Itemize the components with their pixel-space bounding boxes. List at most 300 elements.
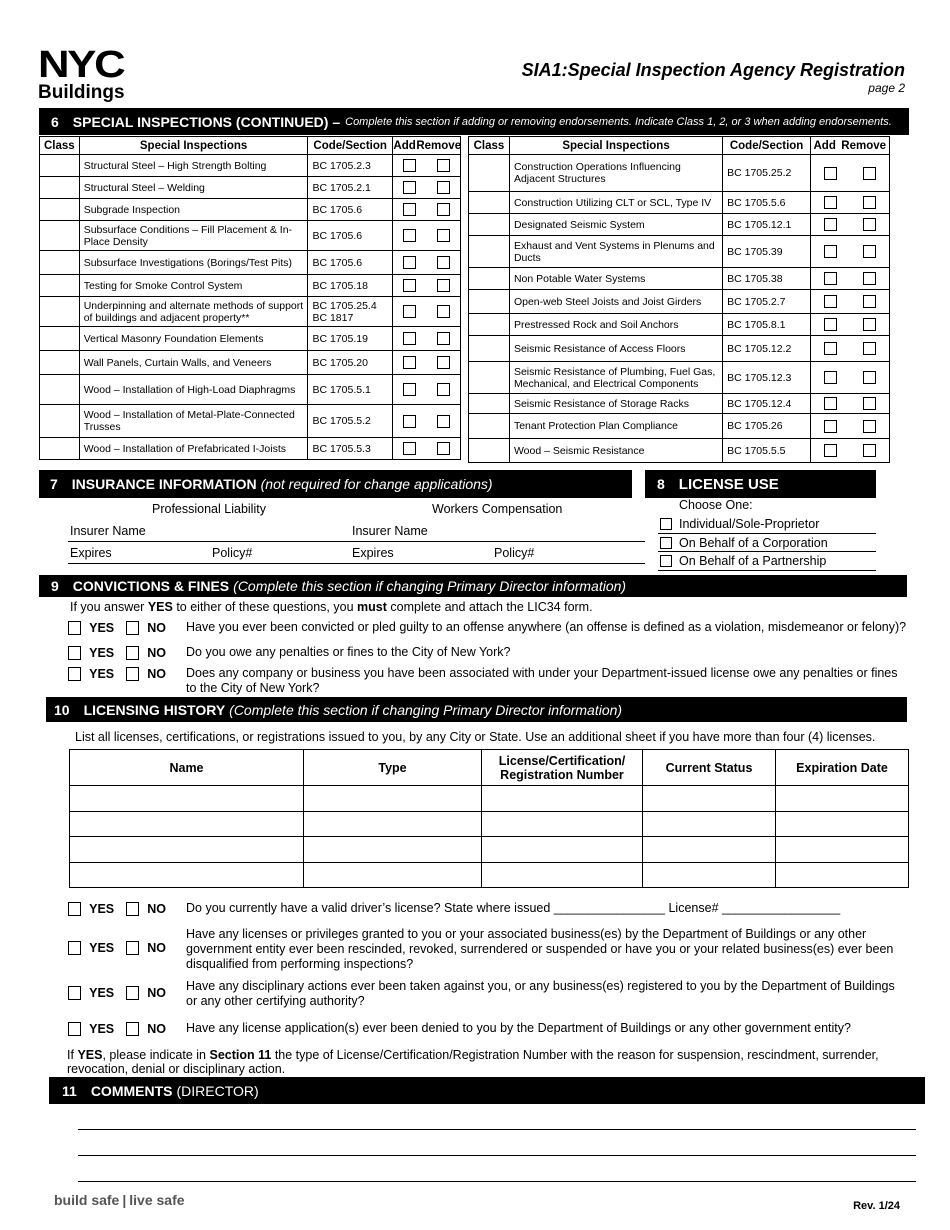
column-header: Special Inspections [509, 137, 722, 155]
inspection-name: Subgrade Inspection [79, 199, 308, 221]
remove-checkbox[interactable] [863, 420, 876, 433]
conviction-question [68, 620, 908, 635]
add-remove-cell [811, 394, 890, 414]
table-cell[interactable] [643, 811, 776, 837]
section-6-header [39, 108, 909, 135]
column-header: Special Inspections [79, 137, 308, 155]
divider [658, 533, 876, 534]
inspection-name: Wood – Installation of Metal-Plate-Connected Trusses [79, 405, 308, 438]
page-title: SIA1:Special Inspection Agency Registration [521, 60, 905, 80]
class-cell[interactable] [469, 362, 510, 394]
code-section: BC 1705.12.1 [723, 214, 811, 236]
inspection-name: Underpinning and alternate methods of support of buildings and adjacent property** [79, 297, 308, 327]
class-cell[interactable] [469, 414, 510, 439]
add-remove-cell [811, 155, 890, 192]
remove-checkbox[interactable] [863, 444, 876, 457]
inspection-name: Vertical Masonry Foundation Elements [79, 327, 308, 351]
license-use-option[interactable]: On Behalf of a Corporation [660, 536, 828, 550]
class-cell[interactable] [469, 236, 510, 268]
table-row [70, 811, 909, 837]
add-remove-cell [811, 192, 890, 214]
yes-checkbox[interactable] [68, 902, 81, 916]
no-checkbox[interactable] [126, 646, 139, 660]
add-remove-cell [811, 214, 890, 236]
table-row [40, 327, 461, 351]
inspection-name: Open-web Steel Joists and Joist Girders [509, 290, 722, 314]
code-section: BC 1705.19 [308, 327, 392, 351]
add-checkbox[interactable] [403, 279, 416, 292]
yes-label: YES [89, 1022, 115, 1036]
table-row [70, 862, 909, 888]
table-cell[interactable] [70, 862, 304, 888]
question-text: Does any company or business you have been associated with under your Department-issued license owe any penalties or fines to the City of New York? [186, 666, 898, 695]
table-row [40, 199, 461, 221]
table-row [469, 214, 890, 236]
no-label: NO [147, 621, 166, 635]
no-checkbox[interactable] [126, 1022, 139, 1036]
class-cell[interactable] [40, 405, 80, 438]
table-cell[interactable] [304, 811, 482, 837]
table-cell[interactable] [70, 786, 304, 812]
add-remove-cell [392, 375, 460, 405]
inspection-name: Structural Steel – Welding [79, 177, 308, 199]
column-header: Name [70, 750, 304, 786]
remove-checkbox[interactable] [863, 196, 876, 209]
insurer-name-label: Insurer Name [70, 524, 146, 538]
column-header: Code/Section [723, 137, 811, 155]
section-title: LICENSE USE [678, 475, 779, 493]
remove-checkbox[interactable] [863, 371, 876, 384]
no-label: NO [147, 667, 166, 681]
no-checkbox[interactable] [126, 941, 139, 955]
yes-checkbox[interactable] [68, 1022, 81, 1036]
class-cell[interactable] [469, 155, 510, 192]
column-header: Code/Section [308, 137, 392, 155]
class-cell[interactable] [469, 192, 510, 214]
no-label: NO [147, 646, 166, 660]
section-11-header [49, 1077, 925, 1104]
inspection-name: Designated Seismic System [509, 214, 722, 236]
inspection-name: Subsurface Conditions – Fill Placement & In-Place Density [79, 221, 308, 251]
section-number: 11 [62, 1082, 77, 1099]
section-10-intro: List all licenses, certifications, or registrations issued to you, by any City or State. Use an additional sheet if you have more than four (4) licenses. [75, 730, 876, 744]
licensing-question [68, 927, 908, 972]
add-remove-cell [811, 314, 890, 336]
column-header: Current Status [643, 750, 776, 786]
comment-line[interactable] [78, 1181, 916, 1182]
table-cell[interactable] [776, 862, 909, 888]
licensing-question [68, 901, 908, 916]
section-10-footer-note: If YES, please indicate in Section 11 the type of License/Certification/Registration Number with the reason for suspension, rescindment, surrender, revocation, denial or disciplinary action. [67, 1048, 879, 1076]
class-cell[interactable] [40, 221, 80, 251]
table-cell[interactable] [776, 837, 909, 863]
table-row [40, 438, 461, 460]
table-row [469, 394, 890, 414]
table-cell[interactable] [482, 837, 643, 863]
section-title: SPECIAL INSPECTIONS (CONTINUED) – [72, 113, 341, 130]
table-row [40, 155, 461, 177]
remove-checkbox[interactable] [437, 203, 450, 216]
section-title: COMMENTS [90, 1082, 173, 1099]
add-checkbox[interactable] [403, 229, 416, 242]
class-cell[interactable] [40, 351, 80, 375]
code-section: BC 1705.25.4 BC 1817 [308, 297, 392, 327]
remove-checkbox[interactable] [863, 218, 876, 231]
revision: Rev. 1/24 [853, 1200, 900, 1212]
no-checkbox[interactable] [126, 621, 139, 635]
add-checkbox[interactable] [403, 159, 416, 172]
table-cell[interactable] [776, 811, 909, 837]
remove-checkbox[interactable] [437, 256, 450, 269]
class-cell[interactable] [469, 290, 510, 314]
add-remove-cell [392, 405, 460, 438]
table-cell[interactable] [643, 837, 776, 863]
code-section: BC 1705.12.3 [723, 362, 811, 394]
add-checkbox[interactable] [824, 218, 837, 231]
add-checkbox[interactable] [824, 245, 837, 258]
add-checkbox[interactable] [403, 356, 416, 369]
remove-checkbox[interactable] [863, 245, 876, 258]
add-checkbox[interactable] [824, 397, 837, 410]
workers-comp-label: Workers Compensation [432, 502, 563, 516]
divider [658, 570, 876, 571]
class-cell[interactable] [40, 177, 80, 199]
class-cell[interactable] [40, 275, 80, 297]
yes-label: YES [89, 667, 115, 681]
code-section: BC 1705.8.1 [723, 314, 811, 336]
licensing-question [68, 979, 908, 1009]
code-section: BC 1705.5.5 [723, 439, 811, 463]
add-remove-cell [392, 297, 460, 327]
divider [658, 551, 876, 552]
table-cell[interactable] [482, 811, 643, 837]
section-number: 10 [54, 701, 70, 718]
column-header: Expiration Date [776, 750, 909, 786]
table-row [40, 251, 461, 275]
inspection-name: Structural Steel – High Strength Bolting [79, 155, 308, 177]
add-checkbox[interactable] [403, 442, 416, 455]
class-cell[interactable] [40, 199, 80, 221]
add-checkbox[interactable] [824, 444, 837, 457]
table-row [40, 221, 461, 251]
yes-label: YES [89, 941, 115, 955]
column-header: Class [40, 137, 80, 155]
table-cell[interactable] [304, 837, 482, 863]
field-line[interactable] [68, 563, 645, 564]
no-label: NO [147, 1022, 166, 1036]
add-remove-cell [811, 362, 890, 394]
inspection-name: Construction Operations Influencing Adjacent Structures [509, 155, 722, 192]
field-line[interactable] [68, 541, 645, 542]
expires-label: Expires [352, 546, 394, 560]
question-text: Have any licenses or privileges granted to you or your associated business(es) by the Department of Buildings or any other government entity ever been rescinded, revoked, surrendered or suspended or have you or your related business(es) ever been disqualified from performing inspections? [186, 927, 894, 971]
comment-line[interactable] [78, 1129, 916, 1130]
column-header: AddRemove [392, 137, 460, 155]
yes-label: YES [89, 621, 115, 635]
inspection-name: Seismic Resistance of Access Floors [509, 336, 722, 362]
yes-checkbox[interactable] [68, 941, 81, 955]
table-cell[interactable] [304, 786, 482, 812]
checkbox[interactable] [660, 537, 672, 549]
code-section: BC 1705.12.2 [723, 336, 811, 362]
inspection-name: Subsurface Investigations (Borings/Test Pits) [79, 251, 308, 275]
code-section: BC 1705.5.2 [308, 405, 392, 438]
add-remove-cell [392, 199, 460, 221]
no-label: NO [147, 941, 166, 955]
yes-label: YES [89, 902, 115, 916]
code-section: BC 1705.2.3 [308, 155, 392, 177]
add-checkbox[interactable] [824, 318, 837, 331]
add-remove-cell [392, 327, 460, 351]
add-remove-cell [392, 275, 460, 297]
section-9-header [39, 575, 907, 597]
code-section: BC 1705.5.1 [308, 375, 392, 405]
expires-label: Expires [70, 546, 112, 560]
nyc-buildings-logo [38, 44, 125, 103]
no-checkbox[interactable] [126, 986, 139, 1000]
table-row [469, 192, 890, 214]
remove-checkbox[interactable] [437, 383, 450, 396]
checkbox[interactable] [660, 518, 672, 530]
remove-checkbox[interactable] [863, 342, 876, 355]
section-note: (Complete this section if changing Primary Director information) [229, 701, 623, 718]
code-section: BC 1705.20 [308, 351, 392, 375]
code-section: BC 1705.2.1 [308, 177, 392, 199]
column-header: Add Remove [811, 137, 890, 155]
inspection-name: Exhaust and Vent Systems in Plenums and Ducts [509, 236, 722, 268]
yes-checkbox[interactable] [68, 986, 81, 1000]
section-title: LICENSING HISTORY [83, 701, 226, 718]
table-row [469, 414, 890, 439]
class-cell[interactable] [40, 327, 80, 351]
table-row [469, 362, 890, 394]
table-cell[interactable] [304, 862, 482, 888]
section-title: INSURANCE INFORMATION [71, 476, 257, 492]
remove-checkbox[interactable] [437, 305, 450, 318]
remove-checkbox[interactable] [437, 415, 450, 428]
table-cell[interactable] [776, 786, 909, 812]
code-section: BC 1705.26 [723, 414, 811, 439]
class-cell[interactable] [40, 251, 80, 275]
section-number: 6 [51, 113, 59, 130]
logo-buildings: Buildings [38, 82, 125, 103]
table-row [469, 336, 890, 362]
table-cell[interactable] [482, 786, 643, 812]
table-row [40, 297, 461, 327]
section-number: 9 [51, 578, 59, 594]
section-10-header [46, 697, 907, 722]
add-checkbox[interactable] [403, 305, 416, 318]
section-number: 8 [657, 476, 665, 492]
class-cell[interactable] [469, 439, 510, 463]
add-checkbox[interactable] [403, 415, 416, 428]
column-header: Type [304, 750, 482, 786]
inspection-name: Testing for Smoke Control System [79, 275, 308, 297]
licensing-history-table [69, 749, 909, 888]
inspection-name: Construction Utilizing CLT or SCL, Type IV [509, 192, 722, 214]
yes-checkbox[interactable] [68, 621, 81, 635]
no-checkbox[interactable] [126, 667, 139, 681]
class-cell[interactable] [469, 268, 510, 290]
inspection-name: Seismic Resistance of Plumbing, Fuel Gas, Mechanical, and Electrical Components [509, 362, 722, 394]
code-section: BC 1705.12.4 [723, 394, 811, 414]
policy-label: Policy# [494, 546, 535, 560]
section-7-header [39, 470, 632, 498]
license-use-option[interactable]: Individual/Sole-Proprietor [660, 517, 819, 531]
code-section: BC 1705.2.7 [723, 290, 811, 314]
add-checkbox[interactable] [824, 342, 837, 355]
section-title: CONVICTIONS & FINES [72, 578, 230, 594]
inspection-name: Non Potable Water Systems [509, 268, 722, 290]
add-checkbox[interactable] [403, 181, 416, 194]
add-checkbox[interactable] [824, 371, 837, 384]
remove-checkbox[interactable] [437, 356, 450, 369]
code-section: BC 1705.6 [308, 251, 392, 275]
add-checkbox[interactable] [403, 383, 416, 396]
no-label: NO [147, 986, 166, 1000]
class-cell[interactable] [40, 155, 80, 177]
section-8-header [645, 470, 876, 498]
add-remove-cell [811, 236, 890, 268]
add-remove-cell [811, 414, 890, 439]
inspection-name: Tenant Protection Plan Compliance [509, 414, 722, 439]
add-remove-cell [392, 177, 460, 199]
table-row [40, 275, 461, 297]
remove-checkbox[interactable] [863, 167, 876, 180]
add-remove-cell [392, 438, 460, 460]
add-remove-cell [811, 439, 890, 463]
table-row [469, 236, 890, 268]
class-cell[interactable] [40, 297, 80, 327]
remove-checkbox[interactable] [437, 229, 450, 242]
no-label: NO [147, 902, 166, 916]
choose-one-label: Choose One: [679, 498, 753, 512]
add-remove-cell [811, 336, 890, 362]
code-section: BC 1705.5.3 [308, 438, 392, 460]
table-cell[interactable] [643, 786, 776, 812]
column-header: Class [469, 137, 510, 155]
table-row [469, 439, 890, 463]
inspection-name: Seismic Resistance of Storage Racks [509, 394, 722, 414]
class-cell[interactable] [469, 314, 510, 336]
section-sub: (DIRECTOR) [176, 1082, 259, 1099]
section-note: (not required for change applications) [260, 476, 493, 492]
yes-checkbox[interactable] [68, 646, 81, 660]
question-text: Have any license application(s) ever been denied to you by the Department of Buildings or any other government entity? [186, 1021, 851, 1035]
inspection-name: Prestressed Rock and Soil Anchors [509, 314, 722, 336]
table-row [40, 405, 461, 438]
section-9-intro: If you answer YES to either of these questions, you must complete and attach the LIC34 form. [70, 600, 593, 614]
comment-line[interactable] [78, 1155, 916, 1156]
class-cell[interactable] [469, 214, 510, 236]
add-checkbox[interactable] [824, 295, 837, 308]
code-section: BC 1705.25.2 [723, 155, 811, 192]
add-remove-cell [392, 221, 460, 251]
remove-checkbox[interactable] [437, 332, 450, 345]
class-cell[interactable] [469, 394, 510, 414]
add-checkbox[interactable] [824, 420, 837, 433]
inspection-name: Wood – Seismic Resistance [509, 439, 722, 463]
table-cell[interactable] [70, 837, 304, 863]
remove-checkbox[interactable] [437, 159, 450, 172]
question-text: Do you currently have a valid driver’s license? State where issued ________________ License# _________________ [186, 901, 841, 915]
checkbox[interactable] [660, 555, 672, 567]
column-header: License/Certification/ Registration Number [482, 750, 643, 786]
code-section: BC 1705.38 [723, 268, 811, 290]
table-row [469, 314, 890, 336]
table-row [469, 155, 890, 192]
inspection-name: Wall Panels, Curtain Walls, and Veneers [79, 351, 308, 375]
section-instructions: Complete this section if adding or removing endorsements. Indicate Class 1, 2, or 3 when adding endorsements. [345, 115, 892, 128]
class-cell[interactable] [469, 336, 510, 362]
remove-checkbox[interactable] [863, 295, 876, 308]
special-inspections-table-right [468, 136, 890, 463]
table-cell[interactable] [643, 862, 776, 888]
remove-checkbox[interactable] [437, 442, 450, 455]
tagline: build safe | live safe [54, 1192, 185, 1208]
class-cell[interactable] [40, 438, 80, 460]
remove-checkbox[interactable] [863, 272, 876, 285]
add-remove-cell [811, 290, 890, 314]
table-row [40, 177, 461, 199]
table-cell[interactable] [70, 811, 304, 837]
licensing-question [68, 1021, 908, 1036]
inspection-name: Wood – Installation of High-Load Diaphragms [79, 375, 308, 405]
question-text: Do you owe any penalties or fines to the City of New York? [186, 645, 511, 659]
no-checkbox[interactable] [126, 902, 139, 916]
add-checkbox[interactable] [403, 332, 416, 345]
table-row [40, 351, 461, 375]
code-section: BC 1705.39 [723, 236, 811, 268]
yes-label: YES [89, 646, 115, 660]
add-remove-cell [392, 251, 460, 275]
insurer-name-label: Insurer Name [352, 524, 428, 538]
code-section: BC 1705.5.6 [723, 192, 811, 214]
logo-nyc: NYC [38, 44, 124, 86]
section-note: (Complete this section if changing Primary Director information) [233, 578, 627, 594]
add-remove-cell [811, 268, 890, 290]
code-section: BC 1705.18 [308, 275, 392, 297]
remove-checkbox[interactable] [437, 279, 450, 292]
code-section: BC 1705.6 [308, 221, 392, 251]
remove-checkbox[interactable] [437, 181, 450, 194]
page-number: page 2 [868, 81, 905, 95]
question-text: Have any disciplinary actions ever been taken against you, or any business(es) registered to you by the Department of Buildings or any other certifying authority? [186, 979, 895, 1008]
conviction-question [68, 666, 908, 696]
add-checkbox[interactable] [824, 196, 837, 209]
special-inspections-table-left [39, 136, 461, 460]
yes-label: YES [89, 986, 115, 1000]
table-cell[interactable] [482, 862, 643, 888]
add-checkbox[interactable] [824, 167, 837, 180]
yes-checkbox[interactable] [68, 667, 81, 681]
add-remove-cell [392, 155, 460, 177]
add-checkbox[interactable] [403, 203, 416, 216]
license-use-option[interactable]: On Behalf of a Partnership [660, 554, 826, 568]
add-checkbox[interactable] [824, 272, 837, 285]
conviction-question [68, 645, 908, 660]
code-section: BC 1705.6 [308, 199, 392, 221]
remove-checkbox[interactable] [863, 318, 876, 331]
remove-checkbox[interactable] [863, 397, 876, 410]
inspection-name: Wood – Installation of Prefabricated I-Joists [79, 438, 308, 460]
question-text: Have you ever been convicted or pled guilty to an offense anywhere (an offense is defined as a violation, misdemeanor or felony)? [186, 620, 907, 634]
add-remove-cell [392, 351, 460, 375]
add-checkbox[interactable] [403, 256, 416, 269]
table-row [469, 290, 890, 314]
policy-label: Policy# [212, 546, 253, 560]
class-cell[interactable] [40, 375, 80, 405]
